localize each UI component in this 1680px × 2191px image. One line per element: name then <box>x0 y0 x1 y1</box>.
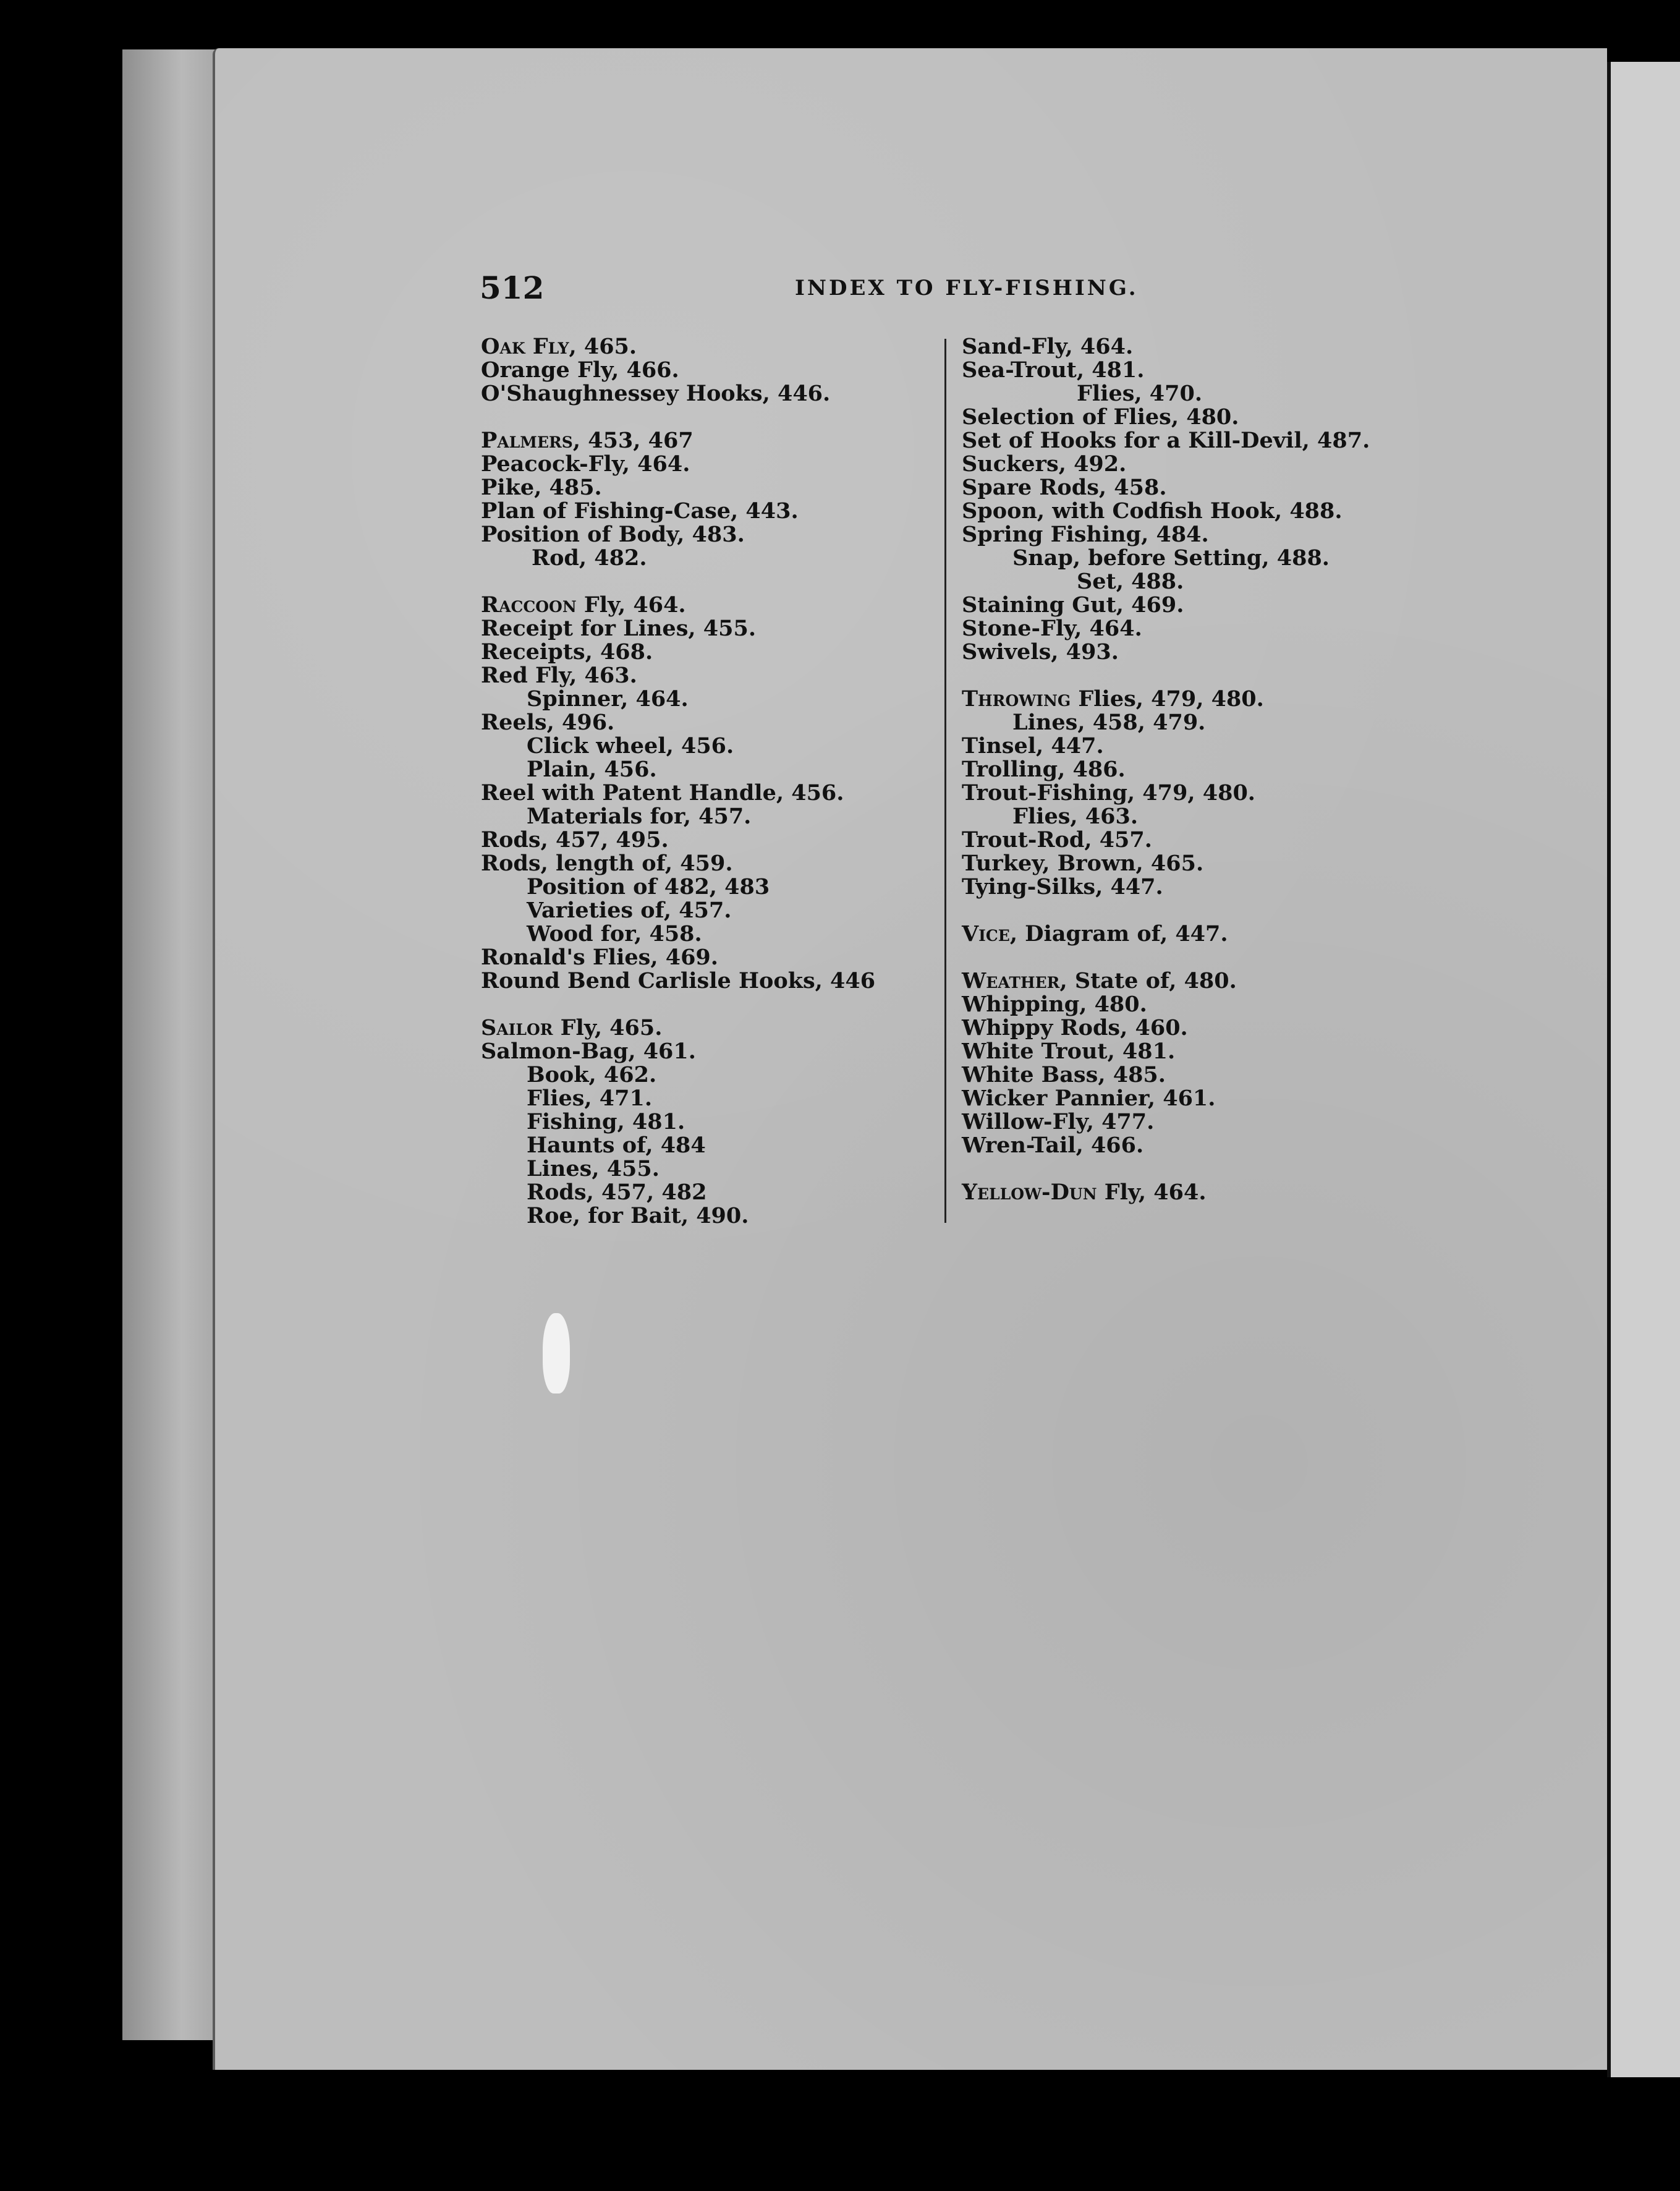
index-entry-text: Spring Fishing, 484. <box>962 522 1209 547</box>
index-entry <box>481 523 875 547</box>
index-entry <box>481 875 875 899</box>
index-entry <box>962 1063 1370 1087</box>
index-letter-head: Raccoon <box>481 592 577 618</box>
index-entry-text: Roe, for Bait, 490. <box>527 1203 749 1228</box>
index-entry-text: Pike, 485. <box>481 475 602 500</box>
index-entry <box>481 1040 875 1063</box>
index-entry-text: Swivels, 493. <box>962 639 1119 665</box>
index-entry-text: Spare Rods, 458. <box>962 475 1167 500</box>
running-head <box>480 270 1139 309</box>
index-entry <box>481 1087 875 1110</box>
index-entry <box>481 500 875 523</box>
paper-blemish <box>543 1313 570 1393</box>
index-entry <box>962 1087 1370 1110</box>
column-divider <box>944 339 946 1223</box>
index-entry-text: Click wheel, 456. <box>527 733 734 759</box>
index-entry <box>962 570 1370 593</box>
index-entry-text: Peacock-Fly, 464. <box>481 451 690 477</box>
index-entry-text: Set, 488. <box>1077 569 1184 594</box>
index-letter-head: Oak Fly <box>481 334 569 359</box>
page-number: 512 <box>480 270 545 306</box>
book-page <box>213 48 1607 2070</box>
index-entry <box>481 359 875 382</box>
index-entry <box>481 640 875 664</box>
index-entry-text: Receipts, 468. <box>481 639 653 665</box>
facing-page-edge <box>122 49 221 2040</box>
index-entry-text: , 453, 467 <box>572 428 694 453</box>
index-entry <box>962 852 1370 875</box>
index-entry <box>962 1016 1370 1040</box>
index-entry <box>962 382 1370 406</box>
index-entry <box>962 993 1370 1016</box>
index-entry-text: Position of 482, 483 <box>527 874 770 900</box>
index-entry-text: Turkey, Brown, 465. <box>962 851 1204 876</box>
index-entry <box>481 593 875 617</box>
index-entry-text: Lines, 458, 479. <box>1012 710 1206 735</box>
index-entry <box>481 852 875 875</box>
index-entry-text: Trout-Fishing, 479, 480. <box>962 780 1255 806</box>
index-entry <box>962 922 1370 946</box>
index-entry <box>481 382 875 406</box>
index-entry <box>481 1110 875 1134</box>
index-entry-text: Tinsel, 447. <box>962 733 1104 759</box>
index-entry <box>481 758 875 781</box>
index-letter-head: Sailor <box>481 1015 553 1040</box>
index-entry <box>962 781 1370 805</box>
index-entry <box>962 1110 1370 1134</box>
index-entry <box>481 899 875 922</box>
index-entry-text: Sand-Fly, 464. <box>962 334 1134 359</box>
index-entry <box>962 617 1370 640</box>
index-entry-text: Reels, 496. <box>481 710 615 735</box>
index-entry <box>962 805 1370 828</box>
index-entry <box>962 875 1370 899</box>
index-entry <box>481 1063 875 1087</box>
index-entry-text: Wood for, 458. <box>527 921 702 947</box>
index-entry <box>481 429 875 453</box>
index-entry <box>481 1157 875 1181</box>
index-entry <box>962 711 1370 734</box>
page-title: INDEX TO FLY-FISHING. <box>795 276 1139 300</box>
index-entry-text: Rod, 482. <box>532 545 647 571</box>
index-entry <box>962 640 1370 664</box>
index-entry <box>481 805 875 828</box>
index-entry <box>481 476 875 500</box>
index-entry-text: Reel with Patent Handle, 456. <box>481 780 844 806</box>
index-entry-text: Position of Body, 483. <box>481 522 745 547</box>
index-column-right <box>962 335 1370 1204</box>
index-entry-text: Whipping, 480. <box>962 992 1147 1017</box>
index-entry <box>962 1134 1370 1157</box>
index-entry-text: Set of Hooks for a Kill-Devil, 487. <box>962 428 1370 453</box>
index-entry <box>481 687 875 711</box>
index-entry-text: Whippy Rods, 460. <box>962 1015 1188 1040</box>
index-entry <box>962 523 1370 547</box>
index-entry-text: Lines, 455. <box>527 1156 660 1181</box>
index-entry-text: Flies, 463. <box>1012 804 1139 829</box>
index-entry-text: Flies, 479, 480. <box>1071 686 1264 712</box>
index-entry-text: Rods, 457, 495. <box>481 827 669 853</box>
index-entry-text: Staining Gut, 469. <box>962 592 1184 618</box>
index-entry-text: Rods, length of, 459. <box>481 851 733 876</box>
index-entry <box>481 1181 875 1204</box>
index-entry-text: Materials for, 457. <box>527 804 752 829</box>
next-page-edge <box>1607 62 1680 2077</box>
index-entry-text: , State of, 480. <box>1059 968 1237 993</box>
index-entry-text: Snap, before Setting, 488. <box>1012 545 1330 571</box>
index-entry-text: Trout-Rod, 457. <box>962 827 1152 853</box>
index-entry <box>962 758 1370 781</box>
index-entry-text: Willow-Fly, 477. <box>962 1109 1155 1134</box>
index-entry <box>962 969 1370 993</box>
index-entry <box>962 828 1370 852</box>
index-entry-text: Plain, 456. <box>527 757 657 782</box>
index-entry <box>962 687 1370 711</box>
index-entry <box>962 406 1370 429</box>
index-entry <box>962 593 1370 617</box>
index-entry-text: Red Fly, 463. <box>481 663 637 688</box>
index-entry <box>962 1040 1370 1063</box>
index-entry <box>962 335 1370 359</box>
index-entry-text: Receipt for Lines, 455. <box>481 616 757 641</box>
index-entry-text: Haunts of, 484 <box>527 1133 706 1158</box>
index-entry-text: Suckers, 492. <box>962 451 1127 477</box>
index-entry <box>481 781 875 805</box>
index-column-left <box>481 335 875 1228</box>
index-entry <box>962 500 1370 523</box>
index-entry <box>481 1016 875 1040</box>
index-entry-text: Stone-Fly, 464. <box>962 616 1142 641</box>
index-entry <box>481 617 875 640</box>
index-entry <box>481 969 875 993</box>
index-entry-text: Round Bend Carlisle Hooks, 446 <box>481 968 876 993</box>
index-letter-head: Throwing <box>962 686 1071 712</box>
index-entry <box>481 1134 875 1157</box>
index-entry-text: Tying-Silks, 447. <box>962 874 1163 900</box>
index-entry-text: Book, 462. <box>527 1062 657 1087</box>
index-entry-text: Fly, 464. <box>576 592 686 618</box>
index-entry-text: White Trout, 481. <box>962 1039 1176 1064</box>
index-entry-text: O'Shaughnessey Hooks, 446. <box>481 381 831 406</box>
index-entry <box>962 734 1370 758</box>
index-entry-text: Plan of Fishing-Case, 443. <box>481 498 799 524</box>
index-entry <box>481 946 875 969</box>
index-entry <box>962 476 1370 500</box>
index-letter-head: Weather <box>962 968 1060 993</box>
index-entry-text: Salmon-Bag, 461. <box>481 1039 696 1064</box>
index-entry-text: , Diagram of, 447. <box>1009 921 1228 947</box>
index-entry-text: Trolling, 486. <box>962 757 1126 782</box>
index-entry-text: White Bass, 485. <box>962 1062 1166 1087</box>
index-entry-text: Ronald's Flies, 469. <box>481 945 718 970</box>
index-entry-text: Fishing, 481. <box>527 1109 685 1134</box>
index-entry-text: , 465. <box>569 334 637 359</box>
index-entry <box>481 1204 875 1228</box>
index-entry <box>481 734 875 758</box>
index-letter-head: Yellow-Dun <box>962 1180 1097 1205</box>
index-entry-text: Flies, 470. <box>1077 381 1203 406</box>
index-entry <box>962 359 1370 382</box>
index-entry-text: Sea-Trout, 481. <box>962 357 1145 383</box>
index-entry <box>481 711 875 734</box>
index-entry <box>481 664 875 687</box>
index-entry <box>481 922 875 946</box>
index-entry-text: Orange Fly, 466. <box>481 357 679 383</box>
index-entry <box>962 429 1370 453</box>
index-entry-text: Fly, 465. <box>553 1015 663 1040</box>
index-entry-text: Fly, 464. <box>1097 1180 1207 1205</box>
index-entry <box>481 828 875 852</box>
index-entry-text: Wicker Pannier, 461. <box>962 1086 1216 1111</box>
index-entry-text: Selection of Flies, 480. <box>962 404 1239 430</box>
index-entry-text: Wren-Tail, 466. <box>962 1133 1144 1158</box>
index-entry-text: Rods, 457, 482 <box>527 1180 707 1205</box>
index-entry-text: Spinner, 464. <box>527 686 689 712</box>
index-entry-text: Spoon, with Codfish Hook, 488. <box>962 498 1343 524</box>
index-entry <box>962 453 1370 476</box>
index-entry-text: Flies, 471. <box>527 1086 653 1111</box>
index-entry <box>962 1181 1370 1204</box>
index-entry <box>481 335 875 359</box>
index-entry-text: Varieties of, 457. <box>527 898 732 923</box>
index-entry <box>481 453 875 476</box>
index-letter-head: Vice <box>962 921 1010 947</box>
index-entry <box>481 547 875 570</box>
index-entry <box>962 547 1370 570</box>
index-letter-head: Palmers <box>481 428 573 453</box>
